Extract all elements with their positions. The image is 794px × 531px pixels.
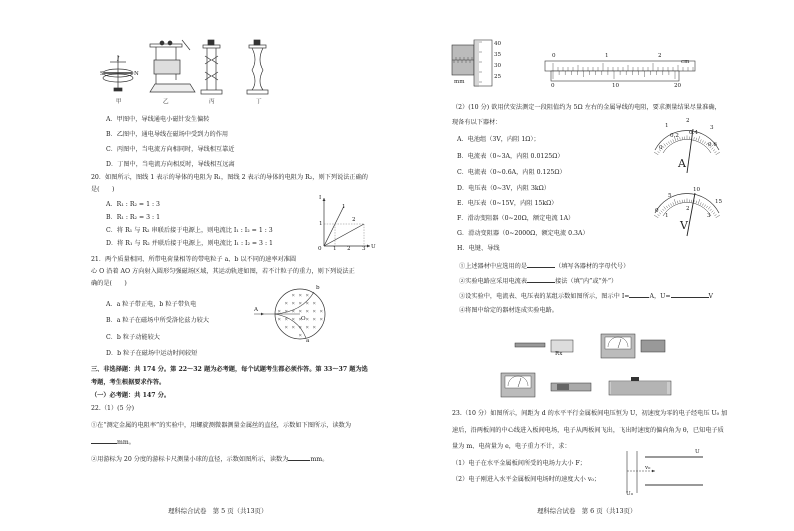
svg-text:×: × xyxy=(284,301,289,307)
ammeter-04: 0.4 xyxy=(689,130,698,136)
q22-line1: ①在“测定金属的电阻率”的实验中，用螺旋测微器测量金属丝的直径，示数如下图所示，读数为 xyxy=(91,422,352,429)
q23-line2: 速后，沿两板间的中心线进入板间电场，电子从两板间飞出，飞出时速度的偏向角为 θ，已知电子质 xyxy=(452,427,724,434)
magnetic-field-figure xyxy=(252,284,342,344)
voltmeter-inner-2: 2 xyxy=(686,206,690,212)
caliper-vernier-20: 20 xyxy=(674,83,682,89)
svg-text:×: × xyxy=(277,317,282,323)
label-ding: 丁 xyxy=(256,99,262,105)
micrometer-25: 25 xyxy=(494,74,502,80)
svg-text:×: × xyxy=(284,325,289,331)
svg-text:×: × xyxy=(284,309,289,315)
svg-text:S: S xyxy=(100,71,104,77)
q22-2-line2: 现备有以下器材： xyxy=(452,119,502,126)
q22-2-line1: （2）(10 分) 欲用伏安法测定一段阻值约为 5Ω 左右的金属导线的电阻，要求测量结果尽量准确， xyxy=(452,104,721,111)
item-h: H．电键、导线 xyxy=(457,245,500,252)
voltmeter-15: 15 xyxy=(715,199,723,205)
equipment-row2 xyxy=(501,373,676,403)
svg-text:×: × xyxy=(305,325,310,331)
section3-head-line2: 考题，考生根据要求作答。 xyxy=(91,379,166,386)
svg-text:×: × xyxy=(291,309,296,315)
graph-tick-x2: 2 xyxy=(347,246,351,252)
svg-text:×: × xyxy=(291,301,296,307)
graph-line-1: 1 xyxy=(342,204,346,210)
ammeter-02: 0.2 xyxy=(670,133,679,139)
section3-head-line1: 三、非选择题：共 174 分。第 22～32 题为必考题，每个试题考生都必须作答。第 33～37 题为选 xyxy=(91,366,368,373)
task-3-tail: V xyxy=(708,293,714,300)
svg-text:×: × xyxy=(291,317,296,323)
task-4: ④将图中给定的器材连成实验电路。 xyxy=(459,307,558,314)
svg-text:×: × xyxy=(298,317,303,323)
q20-stem-line2: 是( ) xyxy=(91,186,115,193)
equipment-row1 xyxy=(515,334,665,364)
label-jia: 甲 xyxy=(116,99,122,105)
svg-text:×: × xyxy=(319,309,324,315)
svg-text:×: × xyxy=(298,293,303,299)
deflection-figure xyxy=(625,447,705,497)
q19-option-a: A．甲图中，导线通电小磁针发生偏转 xyxy=(106,116,210,123)
item-b: B．电流表（0~3A，内阻 0.0125Ω） xyxy=(457,153,564,160)
svg-text:×: × xyxy=(298,333,303,339)
q21-option-d: D．b 粒子在磁场中运动时间较短 xyxy=(106,350,198,357)
svg-text:×: × xyxy=(305,293,310,299)
svg-text:×: × xyxy=(319,317,324,323)
voltmeter-letter: V xyxy=(680,219,688,232)
svg-text:×: × xyxy=(305,317,310,323)
voltmeter-inner-3: 3 xyxy=(707,213,711,219)
q22-head: 22.（1）(5 分) xyxy=(91,405,135,412)
ammeter-letter: A xyxy=(678,157,686,170)
svg-text:I: I xyxy=(117,56,120,63)
q23-sub1: （1）电子在水平金属板间所受的电场力大小 F； xyxy=(452,460,586,467)
q22-line3 xyxy=(91,454,328,464)
rx-label: Rx xyxy=(555,351,563,357)
svg-text:×: × xyxy=(312,317,317,323)
q23-line1: 23.（10 分）如图所示，间距为 d 的水平平行金属板间电压恒为 U，初速度为零的电子经电压 U₀ 加 xyxy=(452,410,728,417)
q20-option-a: A．R₁ : R₂ = 1 : 3 xyxy=(106,201,160,208)
section3-sub: （一）必考题：共 147 分。 xyxy=(91,392,171,399)
fig-label-a-point: A xyxy=(254,307,259,313)
figure-ding xyxy=(247,40,268,94)
caliper-unit: cm xyxy=(681,59,690,65)
fig-u0: U₀ xyxy=(626,491,633,497)
svg-text:×: × xyxy=(284,317,289,323)
graph-axis-i: I xyxy=(319,195,322,201)
figure-yi xyxy=(150,40,195,92)
graph-tick-x3: 3 xyxy=(362,246,366,252)
svg-text:×: × xyxy=(298,309,303,315)
q20-option-b: B．R₁ : R₂ = 3 : 1 xyxy=(106,214,161,221)
fig-label-o: O xyxy=(301,316,306,322)
voltmeter-5: 5 xyxy=(668,193,672,199)
left-footer: 理科综合试卷 第 5 页（共13页） xyxy=(168,507,268,515)
experiment-figures xyxy=(0,0,397,110)
graph-line-2: 2 xyxy=(352,217,356,223)
svg-text:×: × xyxy=(298,325,303,331)
svg-text:×: × xyxy=(277,309,282,315)
task-2 xyxy=(459,276,617,286)
voltmeter-10: 10 xyxy=(693,187,701,193)
caliper-main-2: 2 xyxy=(658,53,662,59)
q20-stem-line1: 20．如图所示，图线 1 表示的导体的电阻为 R₁，图线 2 表示的导体的电阻为 R₂，则下列说法正确的 xyxy=(91,174,368,181)
micrometer-30: 30 xyxy=(494,63,502,69)
q20-option-c: C．将 R₁ 与 R₂ 串联后接于电源上，则电流比 I₁ : I₂ = 1 : 3 xyxy=(106,227,273,234)
q22-unit1: mm。 xyxy=(117,439,135,446)
item-g: G．滑动变阻器（0~2000Ω，额定电流 0.3A） xyxy=(457,230,589,237)
graph-tick-x1: 1 xyxy=(333,246,337,252)
ammeter-inner-1: 1 xyxy=(665,123,669,129)
svg-text:×: × xyxy=(312,309,317,315)
q23-sub2: （2）电子刚进入水平金属板间电场时的速度大小 v₀； xyxy=(452,476,601,483)
task-3 xyxy=(459,291,713,301)
fig-label-a: a xyxy=(306,338,310,344)
graph-tick-y1: 1 xyxy=(319,221,323,227)
q22-unit2: mm。 xyxy=(310,456,329,463)
figure-bing xyxy=(201,40,222,94)
right-footer: 理科综合试卷 第 6 页（共13页） xyxy=(537,507,637,515)
caliper-vernier-0: 0 xyxy=(551,83,555,89)
micrometer-40: 40 xyxy=(494,41,502,47)
label-bing: 丙 xyxy=(209,99,215,105)
right-page xyxy=(397,0,794,531)
fig-u: U xyxy=(695,449,700,455)
caliper-main-1: 1 xyxy=(605,53,609,59)
micrometer-35: 35 xyxy=(494,52,502,58)
voltmeter-inner-1: 1 xyxy=(665,213,669,219)
q20-option-d: D．将 R₁ 与 R₂ 并联后接于电源上，则电流比 I₁ : I₂ = 3 : 1 xyxy=(106,240,273,247)
fig-label-b: b xyxy=(316,285,320,291)
svg-text:×: × xyxy=(291,325,296,331)
caliper-main-0: 0 xyxy=(552,53,556,59)
svg-text:×: × xyxy=(298,301,303,307)
graph-axis-u: U xyxy=(371,244,376,250)
q21-stem-line3: 确的是( ) xyxy=(91,280,127,287)
item-a: A．电池组（3V，内阻 1Ω）； xyxy=(457,136,540,143)
q19-option-c: C．丙图中，当电流方向相同时，导线相互靠近 xyxy=(106,146,235,153)
item-d: D．电压表（0~3V，内阻 3kΩ） xyxy=(457,185,550,192)
q21-option-a: A．a 粒子带正电，b 粒子带负电 xyxy=(106,301,197,308)
q19-option-d: D．丁图中，当电流方向相反时，导线相互远离 xyxy=(106,161,235,168)
q21-option-b: B．a 粒子在磁场中所受洛伦兹力较大 xyxy=(106,317,210,324)
q22-line3-text: ②用游标为 20 分度的游标卡尺测量小球的直径，示数如图所示，读数为 xyxy=(91,456,289,463)
task-1-tail: （填写各器材的字母代号） xyxy=(555,263,630,270)
q19-option-b: B．乙图中，通电导线在磁场中受到力的作用 xyxy=(106,131,229,138)
svg-text:×: × xyxy=(291,293,296,299)
task-2-text: ②实验电路应采用电流表 xyxy=(459,278,528,285)
svg-text:×: × xyxy=(312,301,317,307)
q21-option-c: C．b 粒子动能较大 xyxy=(106,334,160,341)
ammeter-0: 0 xyxy=(659,145,663,151)
task-1-text: ①上述器材中应选用的是 xyxy=(459,263,528,270)
q22-line2 xyxy=(91,437,135,447)
item-c: C．电流表（0~0.6A，内阻 0.125Ω） xyxy=(457,169,566,176)
ammeter-inner-3: 3 xyxy=(710,125,714,131)
q21-stem-line2: 心 O 沿着 AO 方向射入圆形匀强磁场区域，其运动轨迹如图，若不计粒子的重力，则下列说法正 xyxy=(91,268,355,275)
svg-text:N: N xyxy=(134,71,139,77)
task-3-text: ③设实验中，电流表、电压表的某组示数如图所示，图示中 I= xyxy=(459,293,630,300)
caliper-figure xyxy=(545,55,695,91)
item-f: F．滑动变阻器（0~20Ω，额定电流 1A） xyxy=(457,215,575,222)
fig-v0: v₀ xyxy=(645,465,651,471)
graph-origin: 0 xyxy=(318,246,322,252)
micrometer-unit: mm xyxy=(454,79,465,85)
task-2-tail: 接法（填“内”或“外”） xyxy=(555,278,618,285)
svg-text:×: × xyxy=(305,309,310,315)
caliper-vernier-10: 10 xyxy=(612,83,620,89)
voltmeter-0: 0 xyxy=(655,208,659,214)
label-yi: 乙 xyxy=(163,99,169,105)
ammeter-inner-2: 2 xyxy=(686,118,690,124)
svg-text:×: × xyxy=(312,325,317,331)
task-1 xyxy=(459,261,629,271)
task-3-mid: A，U= xyxy=(649,293,671,300)
q21-stem-line1: 21．两个质量相同、所带电荷量相等的带电粒子 a、b 以不同的速率对准圆 xyxy=(91,256,297,263)
item-e: E．电压表（0~15V，内阻 15kΩ） xyxy=(457,200,558,207)
q23-line3: 量为 m、电荷量为 e，电子重力不计，求： xyxy=(452,443,571,450)
ammeter-06: 0.6 xyxy=(708,142,717,148)
svg-text:×: × xyxy=(305,301,310,307)
